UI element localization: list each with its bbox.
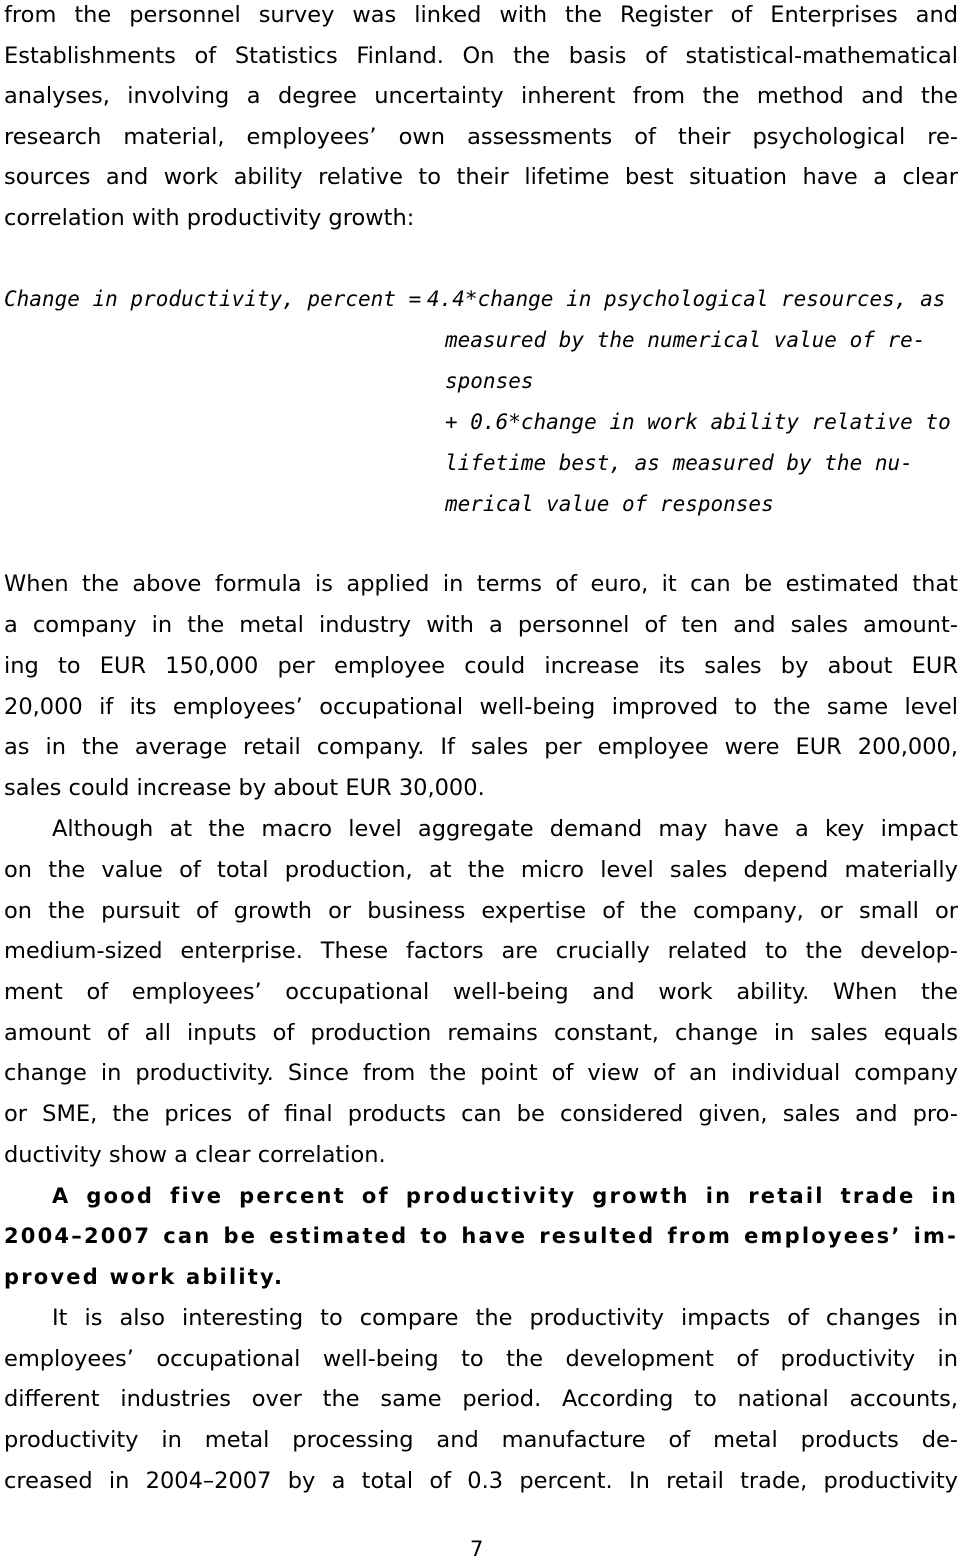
text-line: A good five percent of productivity growth in retail trade in	[52, 1184, 958, 1208]
text-line: from the personnel survey was linked with the Register of Enterprises and	[4, 2, 958, 28]
text-line: on the value of total production, at the micro level sales depend materially	[4, 857, 958, 883]
formula-term-1: sponses	[445, 369, 534, 393]
formula-term-1: measured by the numerical value of re-	[445, 328, 926, 352]
text-line: different industries over the same period. According to national accounts,	[4, 1386, 958, 1412]
page-number: 7	[470, 1537, 484, 1561]
text-line: correlation with productivity growth:	[4, 205, 415, 231]
text-line: ing to EUR 150,000 per employee could increase its sales by about EUR	[4, 653, 958, 679]
text-line: research material, employees’ own assessments of their psychological re-	[4, 124, 958, 150]
text-line: sales could increase by about EUR 30,000.	[4, 775, 485, 801]
text-line: analyses, involving a degree uncertainty inherent from the method and the	[4, 83, 958, 109]
text-line: It is also interesting to compare the productivity impacts of changes in	[52, 1305, 958, 1331]
text-line: Establishments of Statistics Finland. On the basis of statistical-mathematical	[4, 43, 958, 69]
text-line: Although at the macro level aggregate demand may have a key impact	[52, 816, 958, 842]
text-line: on the pursuit of growth or business expertise of the company, or small or	[4, 898, 958, 924]
formula-term-2: lifetime best, as measured by the nu-	[445, 451, 913, 475]
formula-term-2: merical value of responses	[445, 492, 774, 516]
text-line: change in productivity. Since from the point of view of an individual company	[4, 1060, 958, 1086]
text-line: ment of employees’ occupational well-being and work ability. When the	[4, 979, 958, 1005]
text-line: amount of all inputs of production remains constant, change in sales equals	[4, 1020, 958, 1046]
formula-term-1: 4.4*change in psychological resources, as	[427, 287, 946, 311]
text-line: creased in 2004–2007 by a total of 0.3 percent. In retail trade, productivity	[4, 1468, 958, 1494]
text-line: medium-sized enterprise. These factors are crucially related to the develop-	[4, 938, 958, 964]
text-line: proved work ability.	[4, 1265, 285, 1289]
text-line: 20,000 if its employees’ occupational well-being improved to the same level	[4, 694, 958, 720]
text-line: a company in the metal industry with a personnel of ten and sales amount-	[4, 612, 958, 638]
formula-lhs: Change in productivity, percent =	[4, 287, 422, 311]
text-line: ductivity show a clear correlation.	[4, 1142, 386, 1168]
text-line: 2004–2007 can be estimated to have resulted from employees’ im-	[4, 1224, 958, 1248]
text-line: or SME, the prices of final products can be considered given, sales and pro-	[4, 1101, 958, 1127]
text-line: productivity in metal processing and manufacture of metal products de-	[4, 1427, 958, 1453]
text-line: employees’ occupational well-being to the development of productivity in	[4, 1346, 958, 1372]
text-line: as in the average retail company. If sales per employee were EUR 200,000,	[4, 734, 958, 760]
formula-term-2: + 0.6*change in work ability relative to	[445, 410, 951, 434]
text-line: When the above formula is applied in terms of euro, it can be estimated that	[4, 571, 958, 597]
text-line: sources and work ability relative to their lifetime best situation have a clear	[4, 164, 958, 190]
